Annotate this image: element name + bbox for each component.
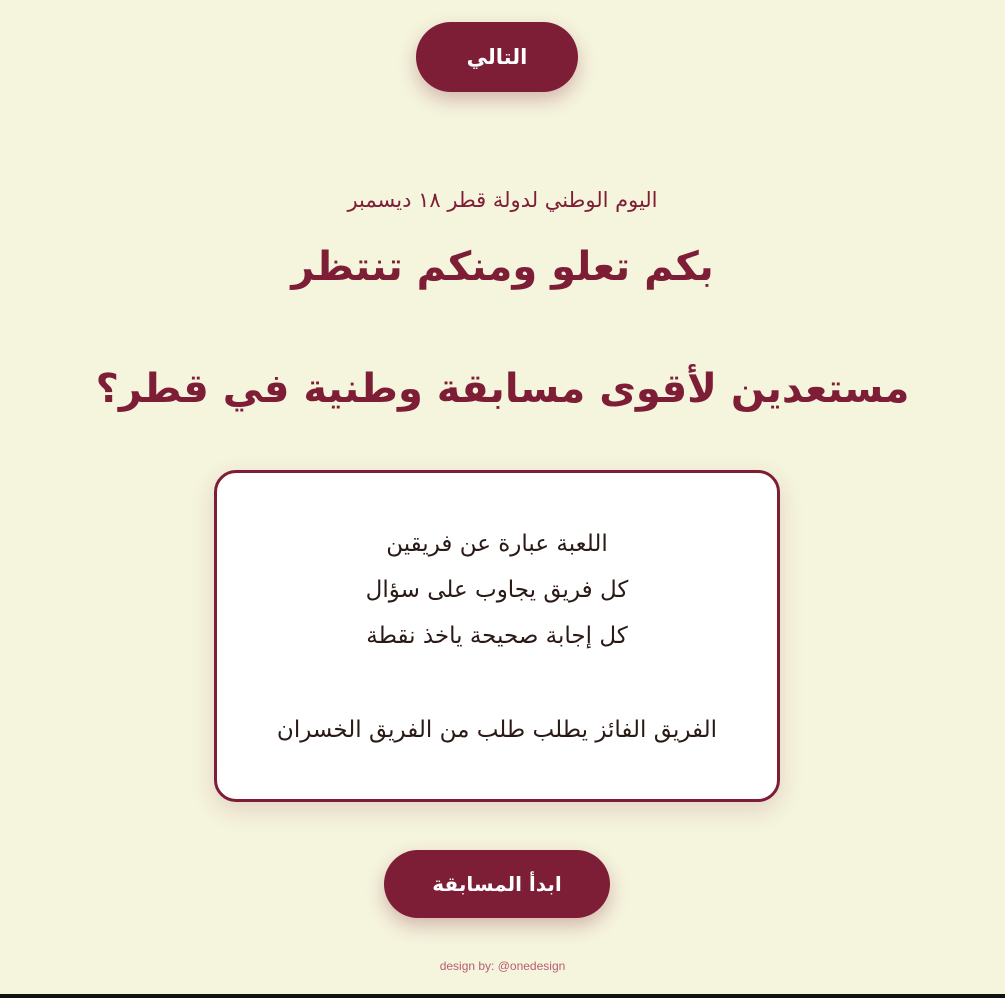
rule-line: كل إجابة صحيحة ياخذ نقطة [366,623,628,649]
rule-line: الفريق الفائز يطلب طلب من الفريق الخسران [276,717,718,743]
rule-line: كل فريق يجاوب على سؤال [365,577,629,603]
rule-line: اللعبة عبارة عن فريقين [386,531,608,557]
next-button[interactable]: التالي [416,22,578,92]
page-question: مستعدين لأقوى مسابقة وطنية في قطر؟ [95,366,910,412]
rules-card [214,470,780,802]
event-subtitle: اليوم الوطني لدولة قطر ١٨ ديسمبر [347,188,658,212]
page-headline: بكم تعلو ومنكم تنتظر [291,244,714,290]
design-credit: design by: @onedesign [439,959,566,973]
start-quiz-button[interactable]: ابدأ المسابقة [384,850,610,918]
bottom-divider [0,994,1005,998]
